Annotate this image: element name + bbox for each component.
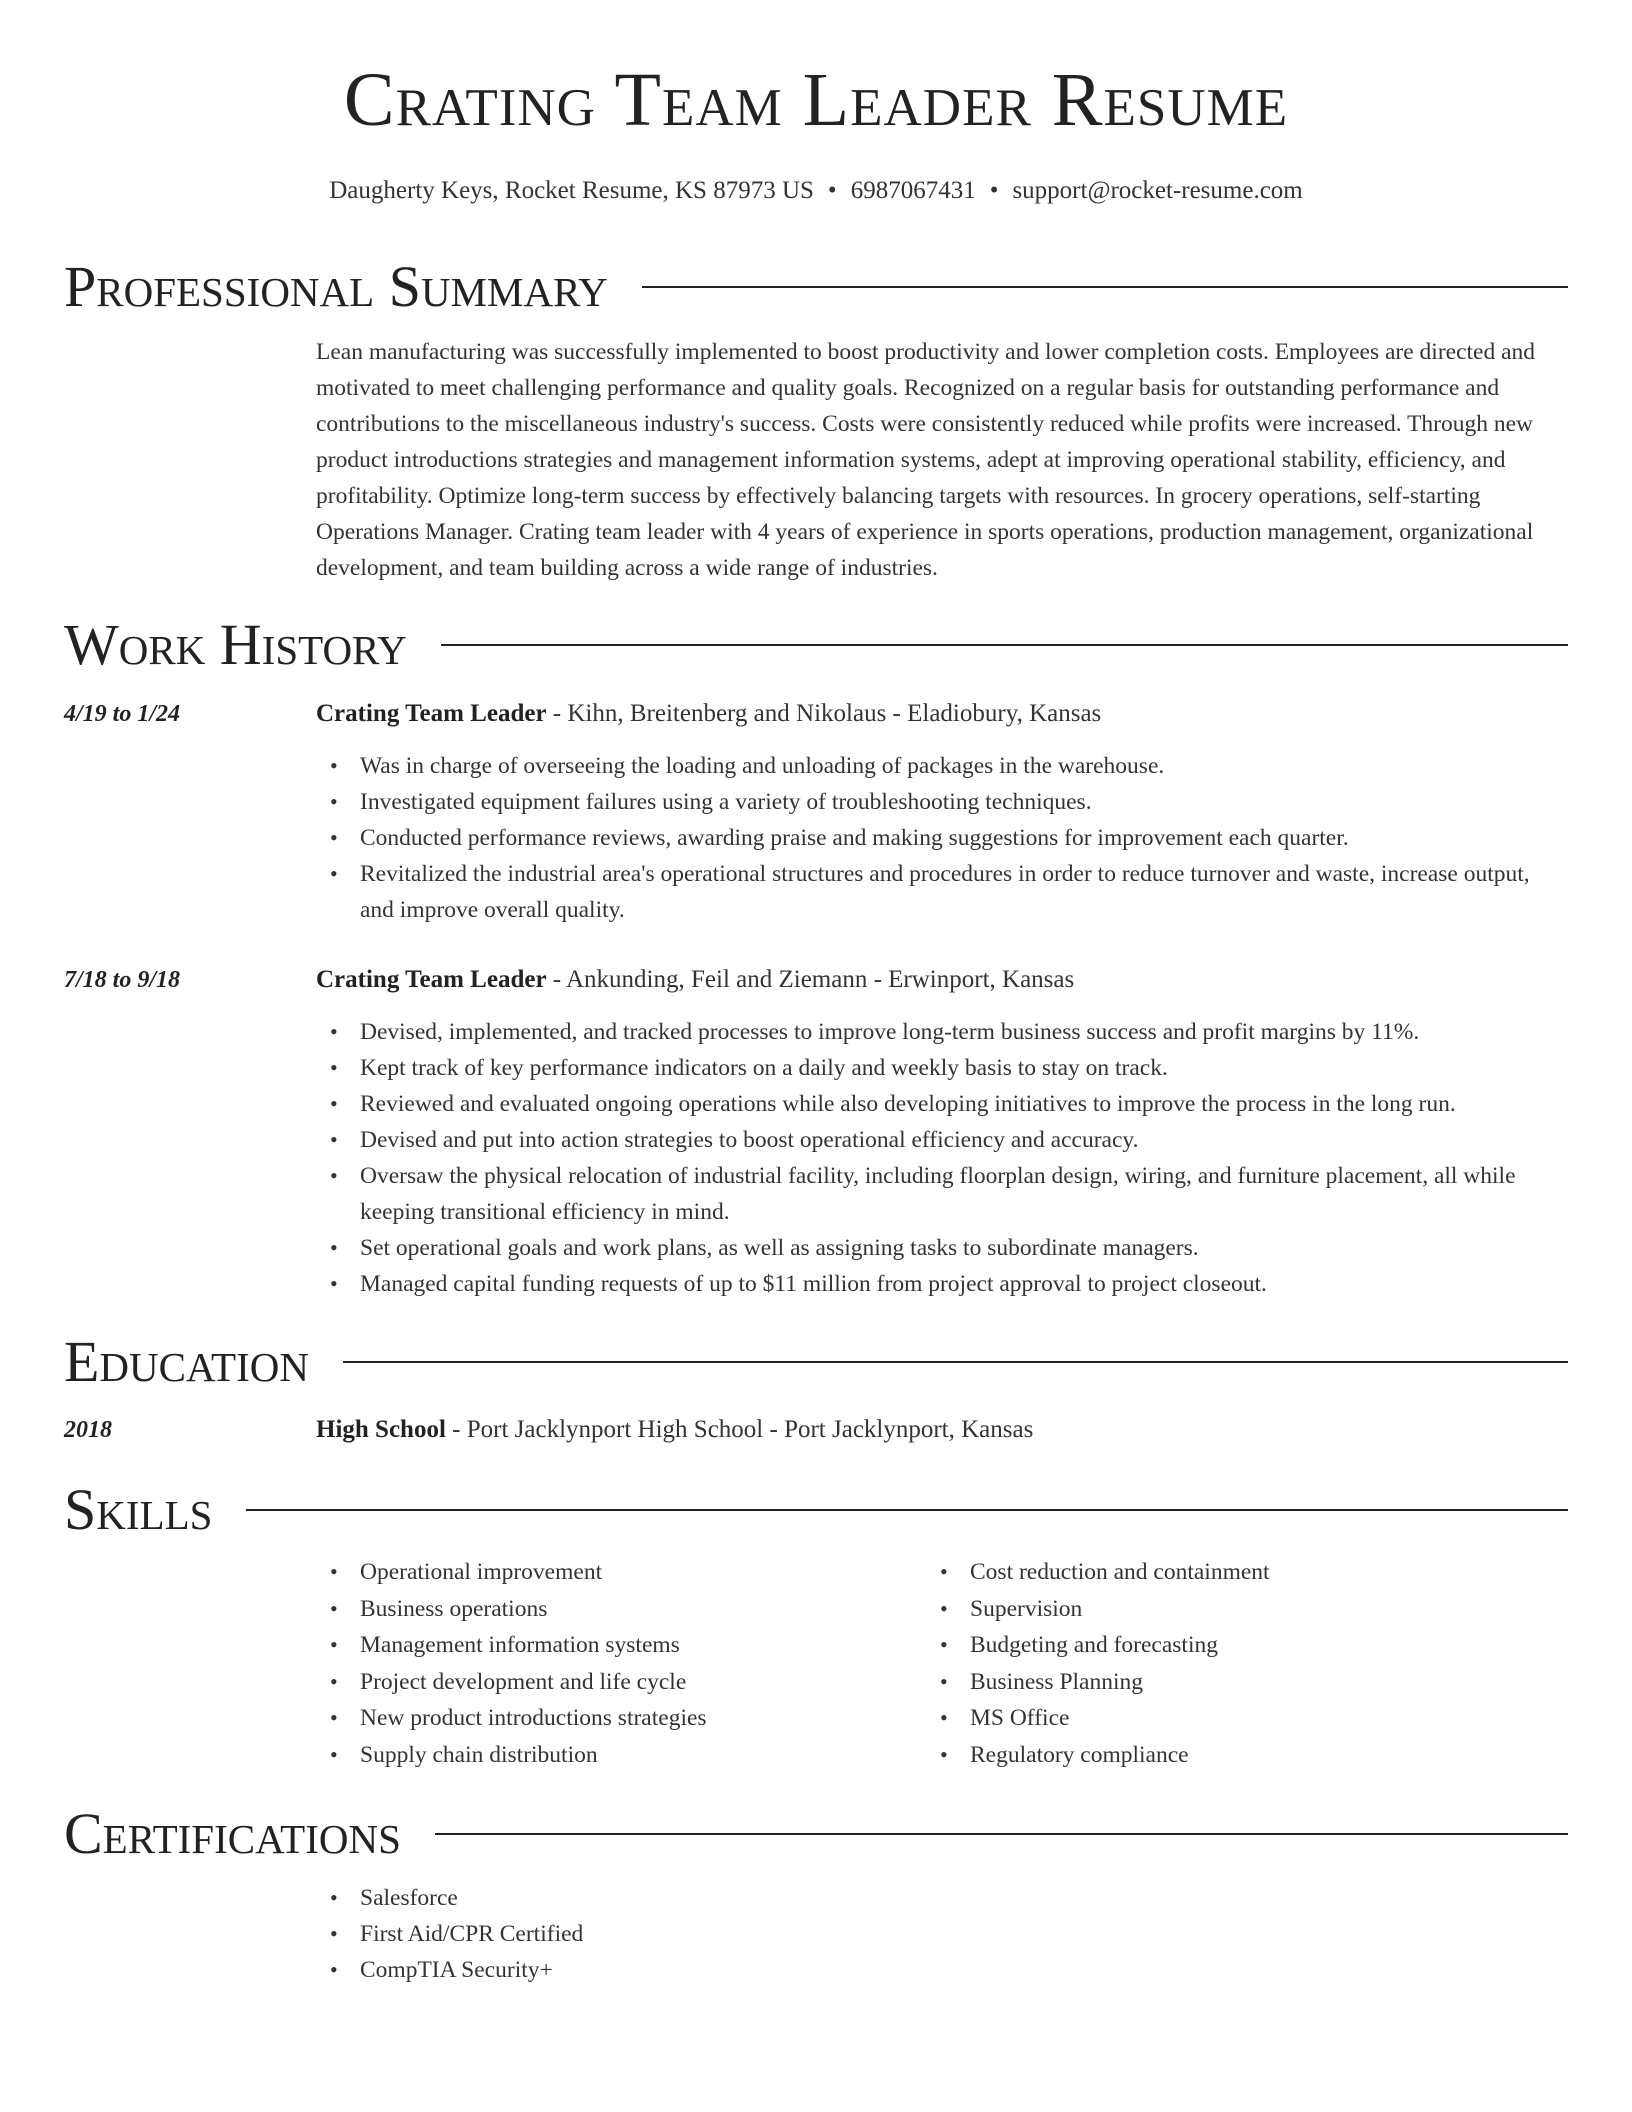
skill-item: • Management information systems [316, 1627, 896, 1664]
job-dates: 4/19 to 1/24 [64, 701, 181, 727]
job-duties-list [316, 1014, 1568, 1302]
list-item: • Devised and put into action strategies to boost operational efficiency and accuracy. [316, 1122, 1568, 1158]
certification-item: • CompTIA Security+ [316, 1952, 1568, 1988]
contact-separator: • [827, 177, 837, 204]
list-item: • Reviewed and evaluated ongoing operations while also developing initiatives to improve the process in the long run. [316, 1086, 1568, 1122]
list-item: • Conducted performance reviews, awarding praise and making suggestions for improvement each quarter. [316, 820, 1568, 856]
skills-list-right [926, 1554, 1566, 1773]
list-item: • Revitalized the industrial area's operational structures and procedures in order to reduce turnover and waste, increase output, and improve overall quality. [316, 856, 1568, 928]
skill-item: • Business operations [316, 1591, 896, 1628]
summary-text: Lean manufacturing was successfully implemented to boost productivity and lower completion costs. Employees are directed and motivated to meet challenging performance and quality goals. Recognized on a regular basis for outstanding performance and contributions to the miscellaneous industry's success. Costs were consistently reduced while profits were increased. Through new product introductions strategies and management information systems, adept at improving operational stability, efficiency, and profitability. Optimize long-term success by effectively balancing targets with resources. In grocery operations, self-starting Operations Manager. Crating team leader with 4 years of experience in sports operations, production management, organizational development, and team building across a wide range of industries. [316, 339, 1536, 581]
skill-item: • MS Office [926, 1700, 1566, 1737]
skill-item: • New product introductions strategies [316, 1700, 896, 1737]
contact-address: Daugherty Keys, Rocket Resume, KS 87973 US [329, 177, 814, 204]
job-title: Crating Team Leader [316, 700, 547, 727]
job-header [316, 701, 1568, 726]
skill-item: • Cost reduction and containment [926, 1554, 1566, 1591]
work-section-header [64, 612, 1568, 677]
skill-item: • Budgeting and forecasting [926, 1627, 1566, 1664]
certifications-heading: Certifications [64, 1801, 401, 1866]
certification-item: • Salesforce [316, 1880, 1568, 1916]
job-title: Crating Team Leader [316, 966, 547, 993]
job-dates: 7/18 to 9/18 [64, 967, 181, 993]
skills-section-header [64, 1477, 1568, 1542]
list-item: • Managed capital funding requests of up to $11 million from project approval to project closeout. [316, 1266, 1568, 1302]
section-divider [441, 644, 1568, 646]
contact-phone: 6987067431 [850, 177, 976, 204]
education-school-location: - Port Jacklynport High School - Port Jacklynport, Kansas [445, 1416, 1034, 1443]
resume-title: Crating Team Leader Resume [343, 58, 1289, 142]
education-entry [316, 1417, 1568, 1442]
section-divider [642, 286, 1568, 288]
list-item: • Kept track of key performance indicators on a daily and weekly basis to stay on track. [316, 1050, 1568, 1086]
contact-separator: • [989, 177, 999, 204]
job-employer-location: - Ankunding, Feil and Ziemann - Erwinport, Kansas [546, 966, 1075, 993]
skill-item: • Supply chain distribution [316, 1737, 896, 1774]
education-degree: High School [316, 1416, 446, 1443]
skill-item: • Regulatory compliance [926, 1737, 1566, 1774]
summary-section-header [64, 254, 1568, 319]
summary-heading: Professional Summary [64, 254, 608, 319]
education-heading: Education [64, 1329, 309, 1394]
section-divider [343, 1361, 1568, 1363]
certification-item: • First Aid/CPR Certified [316, 1916, 1568, 1952]
work-heading: Work History [64, 612, 407, 677]
skill-item: • Supervision [926, 1591, 1566, 1628]
skill-item: • Operational improvement [316, 1554, 896, 1591]
job-employer-location: - Kihn, Breitenberg and Nikolaus - Eladiobury, Kansas [546, 700, 1102, 727]
section-divider [435, 1833, 1568, 1835]
list-item: • Set operational goals and work plans, as well as assigning tasks to subordinate managers. [316, 1230, 1568, 1266]
education-year: 2018 [64, 1417, 112, 1443]
job-duties-list [316, 748, 1568, 928]
skill-item: • Business Planning [926, 1664, 1566, 1701]
skills-list-left [316, 1554, 896, 1773]
skill-item: • Project development and life cycle [316, 1664, 896, 1701]
certifications-list [316, 1880, 1568, 1988]
list-item: • Was in charge of overseeing the loading and unloading of packages in the warehouse. [316, 748, 1568, 784]
list-item: • Devised, implemented, and tracked processes to improve long-term business success and profit margins by 11%. [316, 1014, 1568, 1050]
section-divider [246, 1509, 1568, 1511]
contact-line [0, 178, 1632, 203]
certifications-section-header [64, 1801, 1568, 1866]
list-item: • Investigated equipment failures using a variety of troubleshooting techniques. [316, 784, 1568, 820]
education-section-header [64, 1329, 1568, 1394]
summary-body [316, 334, 1568, 586]
job-header [316, 967, 1568, 992]
skills-heading: Skills [64, 1477, 213, 1542]
list-item: • Oversaw the physical relocation of industrial facility, including floorplan design, wiring, and furniture placement, all while keeping transitional efficiency in mind. [316, 1158, 1568, 1230]
contact-email: support@rocket-resume.com [1012, 177, 1303, 204]
